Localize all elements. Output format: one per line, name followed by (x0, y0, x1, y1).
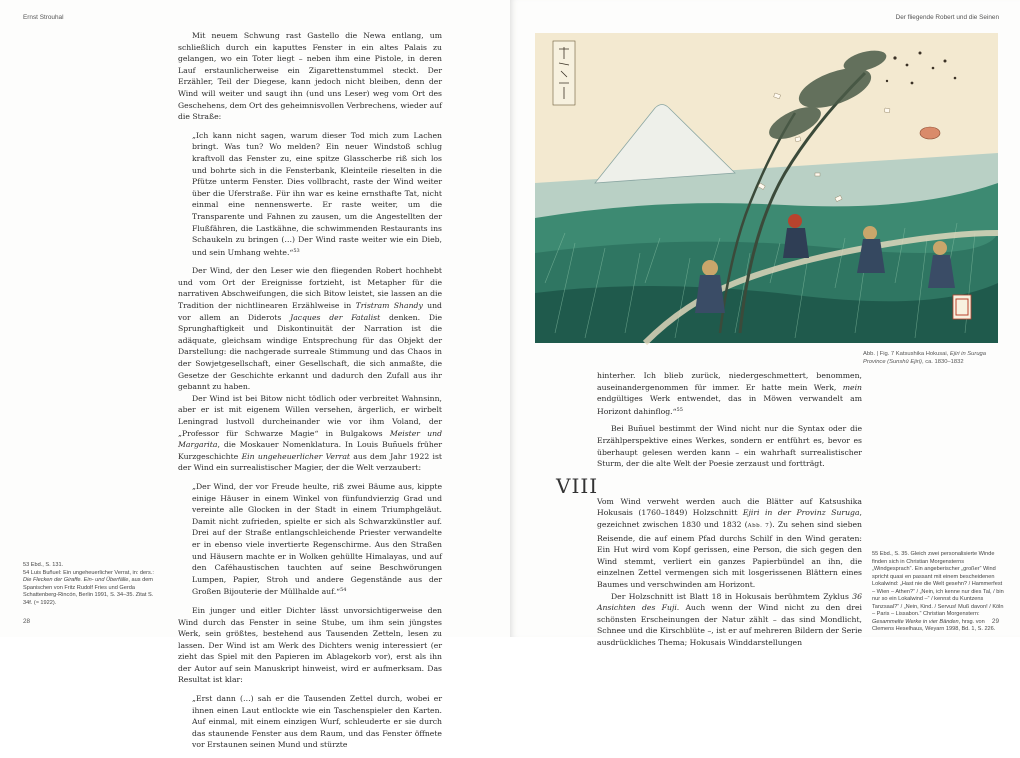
flying-hat (920, 127, 940, 139)
paragraph: Mit neuem Schwung rast Gastello die Newa entlang, um schließlich durch ein kaputtes Fenster in ein altes Palais zu gelangen, wo ein Toter liegt – neben ihm eine Pistole, in deren Lauf erstaunlicherweise ein Zigarettenstummel steckt. Der Erzähler, Teil der Diegese, kann jedoch nicht bleiben, denn der Wind will weiter und saugt ihn (und uns Leser) weg vom Ort des Geschehens, dem Ort des geheimnisvollen Verbrechens, wieder auf die Straße: (178, 31, 442, 122)
hokusai-print-image (535, 33, 998, 343)
paragraph: Der Wind ist bei Bitow nicht tödlich oder verbreitet Wahnsinn, aber er ist mit eigenem Willen versehen, ärgerlich, er wirbelt Leningrad lustvoll durcheinander wie vor ihm Voland, der „Professor für Schwarze Magie“ in Bulgakows Meister und Margarita, die Moskauer Nomenklatura. In Louis Buñuels früher Kurzgeschichte Ein ungeheuerlicher Verrat aus dem Jahr 1922 ist der Wind ein surrealistischer Magier, der die Welt verzaubert: (178, 393, 442, 473)
footnote-ref[interactable]: 53 (293, 247, 300, 254)
page-number-right: 29 (991, 618, 999, 625)
quote-text: „Ich kann nicht sagen, warum dieser Tod mich zum Lachen bringt. Was tun? Wo melden? Ein neuer Windstoß schlug kraftvoll das Fenster zu, eine spitze Glasscherbe riß sich los und bohrte sich in die Fensterbank, Kleinteile rieselten in die Pfütze unterm Fenster. Dies vollbracht, raste der Wind weiter über die Uferstraße. Für ihn war es keine ernsthafte Tat, nicht einmal eine nennenswerte. Er raste weiter, um die Transparente und Fahnen zu zausen, um die Angestellten der Flußfähren, die Lastkähne, die schwimmenden Restaurants ins Schaukeln zu bringen (…) Der Wind raste weiter wie ein Dieb, und sein Umhang wehte.“ (192, 130, 442, 257)
section-numeral: VIII (556, 474, 599, 498)
running-head-right: Der fliegende Robert und die Seinen (895, 14, 999, 21)
quote-text: „Erst dann (…) sah er die Tausenden Zettel durch, wobei er ihnen einen Laut entlockte wie ein Taschenspieler den Karten. Auf einmal, mit einem einzigen Wurf, schleuderte er sie durch das staunende Fenster aus dem Raum, und das Fenster öffnete vor Erstaunen seinen Mund und stürzte (192, 694, 442, 750)
left-page (0, 0, 510, 750)
block-quote (192, 130, 442, 259)
footnote: 54 Luis Buñuel: Ein ungeheuerlicher Verrat, in: ders.: Die Flecken der Giraffe. Ein- und Überfälle, aus dem Spanischen von Fritz Rudolf Fries und Gerda Schattenberg-Rincón, Berlin 1991, S. 34–35. Zitat S. 34f. (≈ 1922). (23, 569, 154, 606)
footnote-ref[interactable]: 54 (340, 587, 347, 594)
footnote-ref[interactable]: 55 (676, 406, 683, 413)
page-number-left: 28 (23, 618, 31, 625)
footnotes-left (23, 562, 157, 607)
quote-continuation: hinterher. Ich blieb zurück, niedergeschmettert, benommen, auseinandergenommen für immer. Er hatte mein Werk, mein endgültiges Werk entwendet, das in Möwen verwandelt am Horizont dahinflog.“$^{55}$ (597, 371, 862, 416)
right-body-text (597, 370, 862, 648)
left-body-text (178, 30, 442, 758)
figure-ref[interactable]: Abb. 7 (747, 522, 770, 529)
quote-text: „Der Wind, der vor Freude heulte, riß zwei Bäume aus, kippte einige Häuser in einem Winkel von fünfundvierzig Grad und vereinte alle Glocken in der Stadt in einem Triumphgeläut. Damit nicht zufrieden, spielte er sich als Schwarzkünstler auf. Drei auf der Straße entlangschleichende Priester verwandelte er in ebenso viele invertierte Regenschirme. Aus den Straßen und Häusern machte er in Wolken gehüllte Himalayas, und auf den Caféhaustischen tauchten auf seine Beschwörungen Lumpen, Papier, Stroh und andere Gegenstände aus der Großen Bijouterie der Müllhalde auf.“ (192, 481, 442, 597)
block-quote (192, 693, 442, 751)
running-head-left: Ernst Strouhal (23, 14, 64, 21)
paragraph: Ein junger und eitler Dichter lässt unvorsichtigerweise den Wind durch das Fenster in seine Stube, um ihm sein jüngstes Werk, sein größtes, bestehend aus Tausenden Zetteln, lesen zu lassen. Der Wind ist am Werk des Dichters wenig interessiert (er zieht das Spiel mit den Papieren im Ablagekorb vor), erst als ihn der Autor auf sein Manuskript hinweist, wird er aufmerksam. Das Resultat ist klar: (178, 605, 442, 685)
footnotes-right (872, 551, 1006, 634)
paragraph: Vom Wind verweht werden auch die Blätter auf Katsushika Hokusais (1760–1849) Holzschnitt Ejiri in der Provinz Suruga, gezeichnet zwischen 1830 und 1832 (Abb. 7). Zu sehen sind sieben Reisende, die auf einem Pfad durchs Schilf in den Wind geraten: Ein Hut wird vom Kopf gerissen, eine Person, die sich gegen den Wind stemmt, verliert ein ganzes Papierbündel an ihn, die einzelnen Zettel vermengen sich mit losgerissenen Blättern eines Baumes und verschwinden am Horizont. (597, 496, 863, 589)
print-illustration (535, 33, 998, 343)
paragraph: Der Wind, der den Leser wie den fliegenden Robert hochhebt und vom Ort der Ereignisse fortzieht, ist Metapher für die narrativen Abschweifungen, die sich Bitow leistet, sie lassen an die Tradition der nichtlinearen Erzählweise in Tristram Shandy und vor allem an Diderots Jacques der Fatalist denken. Die Sprunghaftigkeit und Diskontinuität der Narration ist die adäquate, gleichsam windige Entsprechung für das Objekt der Darstellung: die nachgerade surreale Stimmung und das Chaos in der Sowjetgesellschaft, einer Gesellschaft, die sich anmaßte, die Gesetze der Geschichte erkannt und dadurch den Zufall aus ihr gebannt zu haben. (178, 266, 442, 392)
footnote: 55 Ebd., S. 35. Gleich zwei personalisierte Winde finden sich in Christian Morgensterns „Windgesprach“. Ein angeberischer „großer“ Wind spricht quasi en passant mit einem bescheidenen Lokalwind: „Hast nie die Welt gesehn? / Hammerfest – Wien – Athen?“ / „Nein, ich kenne nur dies Tal, / bin nur so ein Lokalwind –“ / kennst du Kuntzens Tanzsaal?“ / „Nein, Kind. / Servus! Muß davon! / Köln – Paris – Lissabon.“ Christian Morgenstern: Gesammelte Werke in vier Bänden, hrsg. von Clemens Heselhaus, Weyarn 1998, Bd. 1, S. 226. (872, 551, 1004, 632)
paragraph: Der Holzschnitt ist Blatt 18 in Hokusais berühmtem Zyklus 36 Ansichten des Fuji. Auch wenn der Wind nicht zu den drei schönsten Erscheinungen der Natur zählt – das sind Mondlicht, Schnee und die Kirschblüte –, ist er auf mehreren Bildern der Serie ausdrückliches Thema; Hokusais Winddarstellungen (597, 591, 863, 647)
paragraph: Bei Buñuel bestimmt der Wind nicht nur die Syntax oder die Erzählperspektive eines Werkes, sondern er entführt es, bevor es überhaupt gelesen werden kann – ein wahrhaft surrealistischer Sturm, der die alte Welt der Poesie zerzaust und fortträgt. (597, 424, 862, 469)
block-quote (192, 481, 442, 598)
footnote: 53 Ebd., S. 131. (23, 562, 64, 568)
figure-caption: Abb. | Fig. 7 Katsushika Hokusai, Ejiri in Suruga Province (Sunshū Ejiri), ca. 1830–1832 (863, 351, 986, 365)
